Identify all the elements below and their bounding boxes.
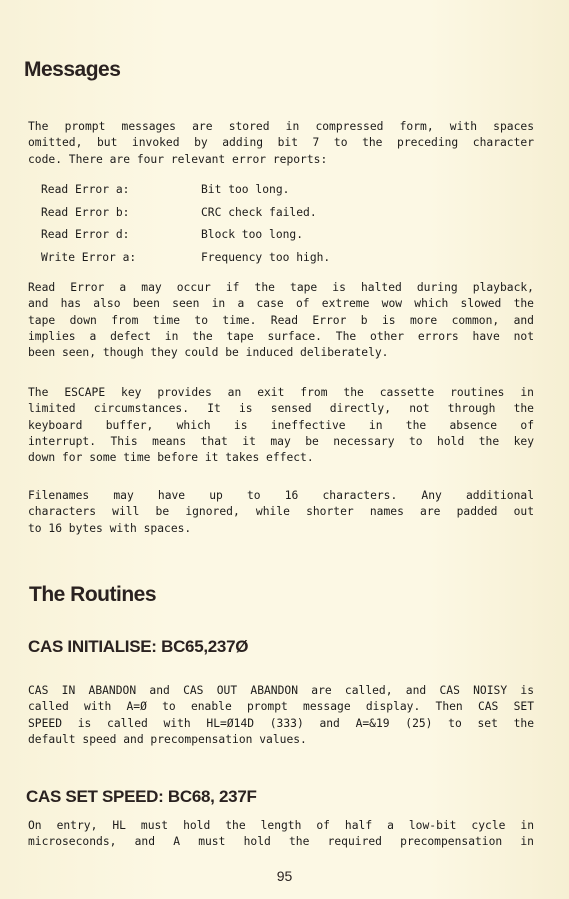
text-line: omitted, but invoked by adding bit 7 to the preceding character <box>28 136 534 150</box>
text-line: code. There are four relevant error reports: <box>28 152 328 166</box>
text-line: down for some time before it takes effect. <box>28 451 314 465</box>
text-line: CAS IN ABANDON and CAS OUT ABANDON are called, and CAS NOISY is <box>28 684 534 697</box>
escape-paragraph <box>28 385 534 466</box>
cas-initialise-paragraph <box>28 683 534 748</box>
heading-routines: The Routines <box>29 583 157 606</box>
text-line: The ESCAPE key provides an exit from the cassette routines in <box>28 386 534 399</box>
text-line: interrupt. This means that it may be necessary to hold the key <box>28 434 534 448</box>
text-line: Read Error a may occur if the tape is halted during playback, <box>28 281 534 294</box>
error-description: Block too long. <box>201 228 304 241</box>
error-row <box>41 182 330 205</box>
text-line: On entry, HL must hold the length of half a low-bit cycle in <box>28 819 534 832</box>
heading-cas-set-speed: CAS SET SPEED: BC68, 237F <box>26 787 257 806</box>
text-line: limited circumstances. It is sensed directly, not through the <box>28 402 534 416</box>
text-line: microseconds, and A must hold the required precompensation in <box>28 835 534 849</box>
error-row <box>41 227 330 250</box>
cas-set-speed-paragraph <box>28 818 534 851</box>
text-line: been seen, though they could be induced deliberately. <box>28 346 389 360</box>
text-line: The prompt messages are stored in compressed form, with spaces <box>28 120 534 133</box>
error-description: Bit too long. <box>201 183 290 196</box>
text-line: characters will be ignored, while shorter names are padded out <box>28 505 534 519</box>
text-line: default speed and precompensation values. <box>28 732 307 746</box>
text-line: tape down from time to time. Read Error b is more common, and <box>28 313 534 327</box>
error-name: Read Error d: <box>41 228 130 241</box>
text-line: called with A=Ø to enable prompt message display. Then CAS SET <box>28 700 534 714</box>
error-list <box>41 182 330 272</box>
error-name: Read Error a: <box>41 183 130 196</box>
intro-paragraph <box>28 119 534 168</box>
error-row <box>41 205 330 228</box>
text-line: and has also been seen in a case of extreme wow which slowed the <box>28 297 534 311</box>
text-line: SPEED is called with HL=Ø14D (333) and A=&19 (25) to set the <box>28 716 534 730</box>
error-name: Read Error b: <box>41 205 130 219</box>
text-line: keyboard buffer, which is ineffective in the absence of <box>28 418 534 432</box>
error-description: CRC check failed. <box>201 205 317 219</box>
error-row <box>41 250 330 273</box>
text-line: implies a defect in the tape surface. The other errors have not <box>28 329 534 343</box>
text-line: Filenames may have up to 16 characters. Any additional <box>28 489 534 502</box>
page-number: 95 <box>276 868 293 884</box>
error-name: Write Error a: <box>41 250 137 264</box>
heading-messages: Messages <box>24 58 121 81</box>
heading-cas-initialise: CAS INITIALISE: BC65,237Ø <box>28 637 249 656</box>
error-description: Frequency too high. <box>201 250 331 264</box>
errors-paragraph <box>28 280 534 361</box>
filenames-paragraph <box>28 488 534 537</box>
text-line: to 16 bytes with spaces. <box>28 521 192 535</box>
